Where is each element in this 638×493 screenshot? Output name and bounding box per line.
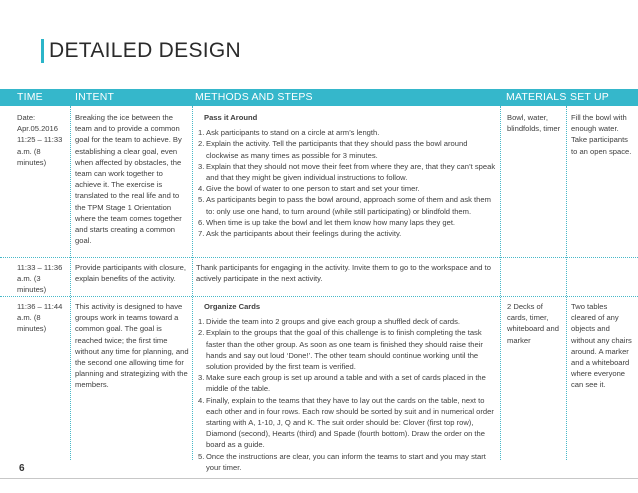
list-item: 1. Divide the team into 2 groups and give each group a shuffled deck of cards.	[198, 317, 460, 327]
row1-steps-list	[196, 127, 496, 239]
row3-materials: 2 Decks of cards, timer, whiteboard and marker	[507, 302, 559, 345]
table-header	[0, 89, 638, 106]
row1-time: Date: Apr.05.2016 11:25 – 11:33 a.m. (8 minutes)	[17, 113, 63, 167]
footer-divider	[0, 478, 638, 479]
list-item: 4. Finally, explain to the teams that they have to lay out the cards on the table, next to each other and in four rows. Each row should be sorted by suit and in numerical order starting with A, 1-10, J, Q and K. The suit order should be: Clover (first top row), Diamond (second), Hearts (third) and Spade (fourth bottom). Draw the order on the board as a guide.	[198, 395, 494, 450]
column-divider	[500, 106, 501, 460]
row3-methods-title: Organize Cards	[204, 302, 261, 311]
column-divider	[192, 106, 193, 460]
list-item: 3. Explain that they should not move their feet from where they are, that they can’t speak and that they might be given individual instructions to follow.	[198, 161, 496, 183]
page-title: DETAILED DESIGN	[49, 39, 241, 62]
title-accent-bar	[41, 39, 44, 63]
list-item: 1. Ask participants to stand on a circle at arm’s length.	[198, 128, 380, 138]
column-divider	[70, 106, 71, 460]
list-item: 3. Make sure each group is set up around a table and with a set of cards placed in the middle of the table.	[198, 373, 486, 394]
header-setup: SET UP	[570, 91, 609, 103]
list-item: 5. Once the instructions are clear, you can inform the teams to start and you may start your timer.	[198, 451, 486, 472]
column-divider	[566, 106, 567, 460]
row2-methods: Thank participants for engaging in the activity. Invite them to go to the workspace and to actively participate in the next activity.	[196, 263, 491, 284]
list-item: 2. Explain the activity. Tell the participants that they should pass the bowl around clockwise as many times as possible for 3 minutes.	[198, 139, 468, 160]
row1-setup: Fill the bowl with enough water. Take participants to an open space.	[571, 113, 632, 156]
row2-time: 11:33 – 11:36 a.m. (3 minutes)	[17, 263, 63, 295]
row1-materials: Bowl, water, blindfolds, timer	[507, 113, 561, 134]
row3-methods	[196, 301, 496, 473]
row1-intent: Breaking the ice between the team and to provide a common goal for the team to achieve. By establishing a clear goal, even when affected by obstacles, the team can work together to achieve it. The exercise is translated to the real life and to the TPM Stage 1 Orientation where the team comes together and starts creating a common goal.	[75, 113, 182, 246]
row3-setup: Two tables cleared of any objects and without any chairs around. A marker and a whiteboard where everyone can see it.	[571, 302, 632, 390]
list-item: 2. Explain to the groups that the goal of this challenge is to finish completing the task faster than the other group. As soon as one team is finished they should raise their hands and say out loud ‘Done!’. The other team should continue working until the solution provided by the first team is verified.	[198, 328, 483, 372]
list-item: 5. As participants begin to pass the bowl around, approach some of them and ask them to: only use one hand, to turn around (while still participating) or blindfold them.	[198, 195, 491, 216]
page-number: 6	[19, 463, 25, 474]
row-divider	[0, 257, 638, 258]
row1-methods	[196, 112, 496, 239]
row3-time: 11:36 – 11:44 a.m. (8 minutes)	[17, 302, 63, 334]
row3-intent: This activity is designed to have groups work in teams toward a common goal. The goal is reached twice; the first time without any time for planning, and the second one allowing time for planning and strategizing with the members.	[75, 302, 189, 390]
list-item: 7. Ask the participants about their feelings during the activity.	[198, 229, 402, 239]
list-item: 6. When time is up take the bowl and let them know how many laps they get.	[198, 217, 456, 227]
header-intent: INTENT	[75, 91, 115, 103]
header-methods: METHODS AND STEPS	[195, 91, 313, 103]
list-item: 4. Give the bowl of water to one person to start and set your timer.	[198, 184, 420, 194]
title-block	[41, 38, 241, 64]
header-time: TIME	[17, 91, 43, 103]
row2-intent: Provide participants with closure, explain benefits of the activity.	[75, 263, 187, 284]
row-divider	[0, 296, 638, 297]
row1-methods-title: Pass it Around	[204, 113, 258, 122]
header-materials: MATERIALS	[506, 91, 567, 103]
row3-steps-list	[196, 316, 496, 473]
